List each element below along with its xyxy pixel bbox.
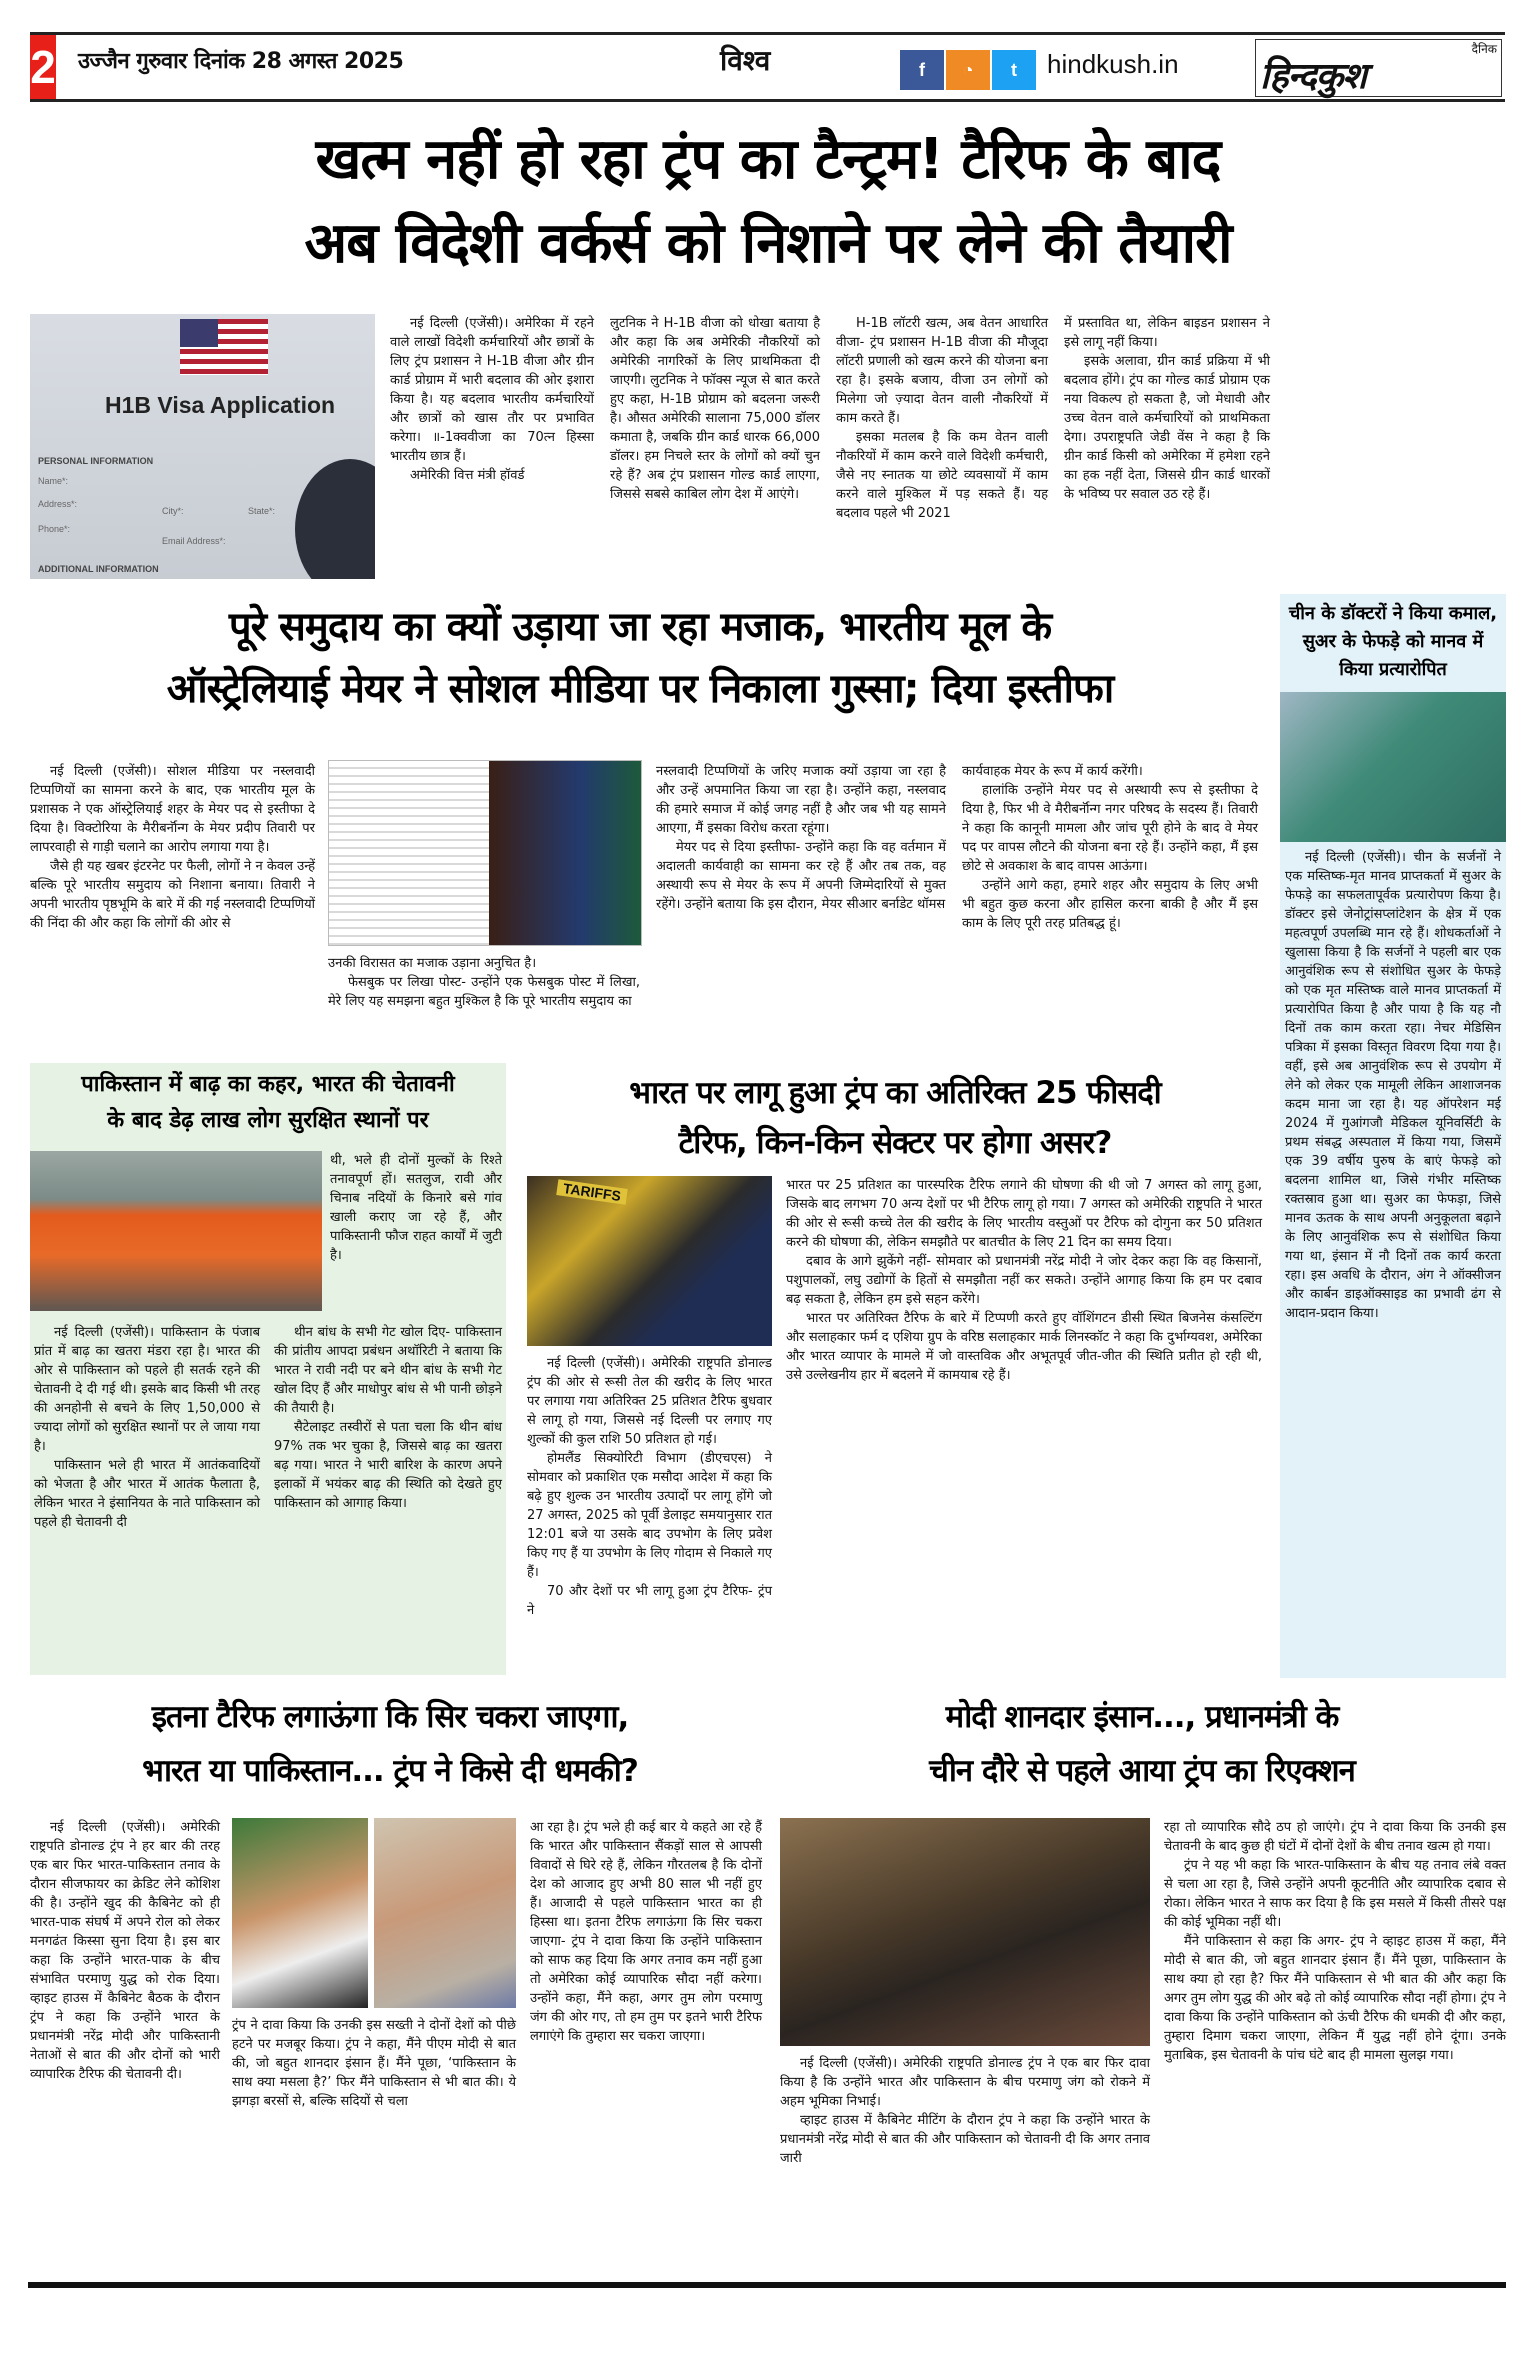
trump-tariff-image <box>527 1176 772 1346</box>
paragraph: नई दिल्ली (एजेंसी)। पाकिस्तान के पंजाब प्रांत में बाढ़ का खतरा मंडरा रहा है। भारत की ओर से पाकिस्तान को पहले ही सतर्क रहने की चेतावनी दे दी गई थी। इसके बाद किसी भी तरह की अनहोनी से बचने के लिए 1,50,000 से ज्यादा लोगों को सुरक्षित स्थानों पर ले जाया गया है। <box>34 1325 260 1454</box>
image-form-section: ADDITIONAL INFORMATION <box>38 564 159 574</box>
lead-col-1 <box>390 314 594 485</box>
paragraph: नई दिल्ली (एजेंसी)। सोशल मीडिया पर नस्लवादी टिप्पणियों का सामना करने के बाद, एक भारतीय मूल के प्रशासक ने एक ऑस्ट्रेलियाई शहर के मेयर पद से इस्तीफा दे दिया है। विक्टोरिया के मैरीबर्नॉन्ग के मेयर प्रदीप तिवारी पर लापरवाही से गाड़ी चलाने का आरोप लगाया गया है। <box>30 764 315 855</box>
paragraph: फेसबुक पर लिखा पोस्ट- उन्होंने एक फेसबुक पोस्ट में लिखा, मेरे लिए यह समझना बहुत मुश्किल है कि पूरे भारतीय समुदाय का <box>328 975 640 1009</box>
paragraph: थीन बांध के सभी गेट खोल दिए- पाकिस्तान की प्रांतीय आपदा प्रबंधन अथॉरिटी ने बताया कि भारत ने रावी नदी पर बने थीन बांध के सभी गेट खोल दिए हैं और माधोपुर बांध से भी पानी छोड़ने की तैयारी है। <box>274 1325 502 1416</box>
flood-beside-image <box>330 1151 502 1265</box>
twitter-icon[interactable]: t <box>992 50 1036 90</box>
image-form-section: PERSONAL INFORMATION <box>38 456 154 466</box>
flood-headline <box>30 1063 506 1139</box>
paragraph: इसके अलावा, ग्रीन कार्ड प्रक्रिया में भी बदलाव होंगे। ट्रंप का गोल्ड कार्ड प्रोग्राम एक नया विकल्प हो सकता है, जो मेधावी और उच्च वेतन वाले कर्मचारियों को प्राथमिकता देगा। उपराष्ट्रपति जेडी वेंस ने कहा है कि ग्रीन कार्ड किसी को अमेरिका में हमेशा रहने का हक नहीं देता, जिससे ग्रीन कार्ड धारकों के भविष्य पर सवाल उठ रहे हैं। <box>1064 354 1270 502</box>
mayor-headline-line2: ऑस्ट्रेलियाई मेयर ने सोशल मीडिया पर निकाला गुस्सा; दिया इस्तीफा <box>166 666 1114 712</box>
tariff-headline-line2: टैरिफ, किन-किन सेक्टर पर होगा असर? <box>678 1125 1112 1161</box>
lead-headline-line1: खत्म नहीं हो रहा ट्रंप का टैन्ट्रम! टैरिफ के बाद <box>315 127 1221 192</box>
tariff-headline-line1: भारत पर लागू हुआ ट्रंप का अतिरिक्त 25 फीसदी <box>629 1075 1161 1111</box>
lead-col-2 <box>610 314 820 504</box>
mayor-col-1 <box>30 762 315 933</box>
section-title: विश्व <box>720 44 771 77</box>
tariff-right <box>786 1176 1262 1385</box>
threat-col-3 <box>530 1818 762 2046</box>
image-form-field: City*: <box>162 506 184 516</box>
tariff-headline <box>520 1068 1270 1168</box>
flood-headline-line1: पाकिस्तान में बाढ़ का कहर, भारत की चेतावनी <box>81 1072 455 1097</box>
paragraph: उन्होंने आगे कहा, हमारे शहर और समुदाय के लिए अभी भी बहुत कुछ करना और हासिल करना बाकी है और मैं इस काम के लिए पूरी तरह प्रतिबद्ध हूं। <box>962 878 1258 931</box>
paragraph: थी, भले ही दोनों मुल्कों के रिश्ते तनावपूर्ण हों। सतलुज, रावी और चिनाब नदियों के किनारे बसे गांव खाली कराए जा रहे हैं, और पाकिस्तानी फौज राहत कार्यों में जुटी है। <box>330 1153 502 1263</box>
paragraph: अमेरिकी वित्त मंत्री हॉवर्ड <box>410 468 525 483</box>
image-form-field: State*: <box>248 506 276 516</box>
flood-col-1 <box>34 1323 260 1532</box>
mayor-col-3 <box>656 762 946 914</box>
paragraph: भारत पर 25 प्रतिशत का पारस्परिक टैरिफ लगाने की घोषणा की थी जो 7 अगस्त को लागू हुआ, जिसके बाद लगभग 70 अन्य देशों पर भी टैरिफ लागू हो गया। 7 अगस्त को अमेरिकी राष्ट्रपति ने भारत की ओर से रूसी कच्चे तेल की खरीद के लिए भारतीय वस्तुओं पर टैरिफ को दोगुना कर 50 प्रतिशत करने की घोषणा की, लेकिन समझौते पर बातचीत के लिए 21 दिन का समय दिया। <box>786 1178 1262 1250</box>
social-icons <box>900 50 1036 90</box>
paragraph: सैटेलाइट तस्वीरों से पता चला कि थीन बांध 97% तक भर चुका है, जिससे बाढ़ का खतरा बढ़ गया। भारत ने भारी बारिश के कारण अपने इलाकों में भयंकर बाढ़ की स्थिति को देखते हुए पाकिस्तान को आगाह किया। <box>274 1420 502 1511</box>
paragraph: दबाव के आगे झुकेंगे नहीं- सोमवार को प्रधानमंत्री नरेंद्र मोदी ने जोर देकर कहा कि वह किसानों, पशुपालकों, लघु उद्योगों के हितों से समझौता नहीं कर सकते। उन्होंने आगाह किया कि हम पर दबाव बढ़ सकता है, लेकिन हम इसे सहन करेंगे। <box>786 1254 1262 1307</box>
modi-photo <box>232 1818 368 2008</box>
cabinet-meeting-image <box>780 1818 1150 2046</box>
mayor-image <box>328 760 642 946</box>
modi-headline-line1: मोदी शानदार इंसान..., प्रधानमंत्री के <box>945 1699 1339 1735</box>
masthead <box>30 32 1505 102</box>
rss-icon[interactable]: ◔ <box>946 50 990 90</box>
paragraph: मेयर पद से दिया इस्तीफा- उन्होंने कहा कि वह वर्तमान में अदालती कार्यवाही का सामना कर रहे हैं और तब तक, वह अस्थायी रूप से मेयर के रूप में अपनी जिम्मेदारियों से मुक्त रहेंगे। उन्होंने बताया कि इस दौरान, मेयर सीआर बर्नाडेट थॉमस <box>656 840 946 912</box>
paragraph: नई दिल्ली (एजेंसी)। अमेरिकी राष्ट्रपति डोनाल्ड ट्रंप ने एक बार फिर दावा किया है कि उन्होंने भारत और पाकिस्तान के बीच परमाणु जंग को रोकने में अहम भूमिका निभाई। <box>780 2056 1150 2109</box>
china-body <box>1280 842 1506 1323</box>
threat-headline-line2: भारत या पाकिस्तान... ट्रंप ने किसे दी धमकी? <box>142 1753 638 1789</box>
mayor-headline <box>20 596 1260 720</box>
tariff-left <box>527 1354 772 1620</box>
threat-col-2 <box>232 2016 516 2111</box>
image-form-field: Name*: <box>38 476 69 486</box>
paragraph: 70 और देशों पर भी लागू हुआ ट्रंप टैरिफ- ट्रंप ने <box>527 1584 772 1618</box>
china-sidebar <box>1280 594 1506 1678</box>
lead-col-3 <box>836 314 1048 523</box>
paragraph: उनकी विरासत का मजाक उड़ाना अनुचित है। <box>328 956 537 971</box>
tariffs-tape-label: TARIFFS <box>556 1179 628 1205</box>
flood-rescue-image <box>30 1151 322 1311</box>
page-number: 2 <box>30 35 56 99</box>
mayor-photo <box>489 761 641 945</box>
flood-col-2 <box>274 1323 502 1513</box>
paragraph: भारत पर अतिरिक्त टैरिफ के बारे में टिप्पणी करते हुए वॉशिंगटन डीसी स्थित बिजनेस कंसल्टिंग और सलाहकार फर्म द एशिया ग्रुप के वरिष्ठ सलाहकार मार्क लिनस्कॉट ने कहा कि दुर्भाग्यवश, अमेरिका और भारत व्यापार के मामले में जो वास्तविक और अभूतपूर्व जीत-जीत की स्थिति प्रतीत हो रही थी, उसे उल्लेखनीय हार में बदलने में कामयाब रहे हैं। <box>786 1311 1262 1383</box>
lead-col-4 <box>1064 314 1270 504</box>
image-form-title: H1B Visa Application <box>105 392 336 418</box>
modi-headline <box>772 1690 1512 1798</box>
image-form-field: Phone*: <box>38 524 71 534</box>
modi-headline-line2: चीन दौरे से पहले आया ट्रंप का रिएक्शन <box>929 1753 1355 1789</box>
facebook-post-screenshot <box>329 761 489 945</box>
lead-headline <box>20 118 1516 286</box>
paragraph: हालांकि उन्होंने मेयर पद से अस्थायी रूप से इस्तीफा दे दिया है, फिर भी वे मैरीबर्नॉन्ग नगर परिषद के सदस्य हैं। तिवारी ने कहा कि कानूनी मामला और जांच पूरी होने के बाद वे मेयर पद पर वापस लौटने की योजना बना रहे हैं। उन्होंने कहा, मैं इस छोटे से अवकाश के बाद वापस आऊंगा। <box>962 783 1258 874</box>
modi-left <box>780 2054 1150 2168</box>
paragraph: ट्रंप ने दावा किया कि उनकी इस सख्ती ने दोनों देशों को पीछे हटने पर मजबूर किया। ट्रंप ने कहा, मैंने पीएम मोदी से बात की, जो बहुत शानदार इंसान हैं। मैंने पूछा, ‘पाकिस्तान के साथ क्या मसला है?’ फिर मैंने पाकिस्तान से भी बात की। ये झगड़ा बरसों से, बल्कि सदियों से चला <box>232 2018 516 2109</box>
paragraph: जैसे ही यह खबर इंटरनेट पर फैली, लोगों ने न केवल उन्हें बल्कि पूरे भारतीय समुदाय को निशाना बनाया। तिवारी ने अपनी भारतीय पृष्ठभूमि के बारे में की गई नस्लवादी टिप्पणियों की निंदा की और कहा कि लोगों की ओर से <box>30 859 315 931</box>
h1b-visa-image <box>30 314 375 579</box>
paragraph: लुटनिक ने H-1B वीजा को धोखा बताया है और कहा कि अब अमेरिकी नौकरियों को अमेरिकी नागरिकों के लिए प्राथमिकता दी जाएगी। लुटनिक ने फॉक्स न्यूज से बात करते हुए कहा, H-1B प्रोग्राम को बदलना जरूरी है। औसत अमेरिकी सालाना 75,000 डॉलर कमाता है, जबकि ग्रीन कार्ड धारक 66,000 डॉलर। हम निचले स्तर के लोगों को क्यों चुन रहे हैं? अब ट्रंप प्रशासन गोल्ड कार्ड लाएगा, जिससे सबसे काबिल लोग देश में आएंगे। <box>610 316 820 502</box>
lead-headline-line2: अब विदेशी वर्कर्स को निशाने पर लेने की तैयारी <box>304 211 1232 276</box>
threat-headline-line1: इतना टैरिफ लगाऊंगा कि सिर चकरा जाएगा, <box>151 1699 629 1735</box>
dateline: उज्जैन गुरुवार दिनांक 28 अगस्त 2025 <box>78 49 404 74</box>
paragraph: नई दिल्ली (एजेंसी)। अमेरिकी राष्ट्रपति डोनाल्ड ट्रंप ने हर बार की तरह एक बार फिर भारत-पाकिस्तान तनाव के दौरान सीजफायर का क्रेडिट लेने कोशिश की है। उन्होंने खुद की कैबिनेट को ही भारत-पाक संघर्ष में अपने रोल को लेकर मनगढंत किस्सा सुना दिया है। इस बार कहा कि उन्होंने भारत-पाक के बीच संभावित परमाणु युद्ध को रोक दिया। व्हाइट हाउस में कैबिनेट बैठक के दौरान ट्रंप ने कहा कि उन्होंने भारत के प्रधानमंत्री नरेंद्र मोदी और पाकिस्तानी नेताओं से बात की और दोनों को भारी व्यापारिक टैरिफ की चेतावनी दी। <box>30 1820 220 2082</box>
newspaper-logo <box>1255 39 1502 97</box>
image-form-field: Address*: <box>38 499 78 509</box>
image-form-field: Email Address*: <box>162 536 226 546</box>
paragraph: आ रहा है। ट्रंप भले ही कई बार ये कहते आ रहे हैं कि भारत और पाकिस्तान सैंकड़ों साल से आपसी विवादों से घिरे रहे हैं, लेकिन गौरतलब है कि दोनों देश को आजाद हुए अभी 80 साल भी नहीं हुए हैं। आजादी से पहले पाकिस्तान भारत का ही हिस्सा था। इतना टैरिफ लगाऊंगा कि सिर चकरा जाएगा- ट्रंप ने दावा किया कि उन्होंने पाकिस्तान को साफ कह दिया कि अगर तनाव कम नहीं हुआ तो अमेरिका कोई व्यापारिक सौदा नहीं करेगा। उन्होंने कहा, मैंने कहा, अगर तुम लोग परमाणु जंग की ओर गए, तो हम तुम पर इतने भारी टैरिफ लगाएंगे कि तुम्हारा सर चकरा जाएगा। <box>530 1820 762 2044</box>
paragraph: होमलैंड सिक्योरिटी विभाग (डीएचएस) ने सोमवार को प्रकाशित एक मसौदा आदेश में कहा कि बढ़े हुए शुल्क उन भारतीय उत्पादों पर लागू होंगे जो 27 अगस्त, 2025 को पूर्वी डेलाइट समयानुसार रात 12:01 बजे या उसके बाद उपभोग के लिए प्रवेश किए गए हैं या उपभोग के लिए गोदाम से निकाले गए हैं। <box>527 1451 772 1580</box>
paragraph: नई दिल्ली (एजेंसी)। अमेरिका में रहने वाले लाखों विदेशी कर्मचारियों और छात्रों के लिए ट्रंप प्रशासन ने H-1B वीजा और ग्रीन कार्ड प्रोग्राम में भारी बदलाव की ओर इशारा किया है। यह बदलाव भारतीय कर्मचारियों और छात्रों को खास तौर पर प्रभावित करेगा। ॥-1क्ववीजा का 70त्न हिस्सा भारतीय छात्र हैं। <box>390 316 594 464</box>
mayor-col-4 <box>962 762 1258 933</box>
paragraph: मैंने पाकिस्तान से कहा कि अगर- ट्रंप ने व्हाइट हाउस में कहा, मैंने मोदी से बात की, जो बहुत शानदार इंसान हैं। मैंने पूछा, पाकिस्तान के साथ क्या हो रहा है? फिर मैंने पाकिस्तान से भी बात की और कहा कि अगर तुम लोग युद्ध की ओर बढ़े तो कोई व्यापारिक सौदा नहीं होगा। ट्रंप ने दावा किया कि उन्होंने पाकिस्तान को ऊंची टैरिफ की धमकी दी और कहा, तुम्हारा दिमाग चकरा जाएगा, लेकिन मैं युद्ध नहीं होने दूंगा। उनके मुताबिक, इस चेतावनी के पांच घंटे बाद ही मामला सुलझ गया। <box>1164 1934 1506 2063</box>
paragraph: नई दिल्ली (एजेंसी)। चीन के सर्जनों ने एक मस्तिष्क-मृत मानव प्राप्तकर्ता में सुअर के फेफड़े का सफलतापूर्वक प्रत्यारोपण किया है। डॉक्टर इसे जेनोट्रांसप्लांटेशन के क्षेत्र में एक महत्वपूर्ण उपलब्धि मान रहे हैं। शोधकर्ताओं ने खुलासा किया है कि सर्जनों ने पहली बार एक आनुवंशिक रूप से संशोधित सुअर के फेफड़े को एक मृत मस्तिष्क वाले मानव प्राप्तकर्ता में प्रत्यारोपित किया है और पाया है कि यह नौ दिनों तक काम करता रहा। नेचर मेडिसिन पत्रिका में इसका विस्तृत विवरण दिया गया है। वहीं, इसे अब आनुवंशिक रूप से उपयोग में लेने को लेकर एक मामूली लेकिन आशाजनक कदम माना जा रहा है। यह ऑपरेशन मई 2024 में गुआंगजौ मेडिकल यूनिवर्सिटी के प्रथम संबद्ध अस्पताल में किया गया, जिसमें एक 39 वर्षीय पुरुष के बाएं फेफड़े को बदलना शामिल था, जिसे गंभीर मस्तिष्क रक्तस्राव हुआ था। सुअर का फेफड़ा, जिसे मानव ऊतक के साथ अपनी अनुकूलता बढ़ाने के लिए आनुवंशिक रूप से संशोधित किया गया था, इंसान में नौ दिनों तक कार्य करता रहा। इस अवधि के दौरान, अंग ने ऑक्सीजन और कार्बन डाइऑक्साइड का प्रभावी ढंग से आदान-प्रदान किया। <box>1285 850 1501 1321</box>
china-headline: चीन के डॉक्टरों ने किया कमाल, सुअर के फेफड़े को मानव में किया प्रत्यारोपित <box>1288 603 1498 680</box>
paragraph: इसका मतलब है कि कम वेतन वाली नौकरियों में काम करने वाले विदेशी कर्मचारी, जैसे नए स्नातक या छोटे व्यवसायों में काम करने वाले मुश्किल में पड़ सकते हैं। यह बदलाव पहले भी 2021 <box>836 430 1048 521</box>
paragraph: नई दिल्ली (एजेंसी)। अमेरिकी राष्ट्रपति डोनाल्ड ट्रंप की ओर से रूसी तेल की खरीद के लिए भारत पर लगाया गया अतिरिक्त 25 प्रतिशत टैरिफ बुधवार से लागू हो गया, जिससे नई दिल्ली पर लगाए गए शुल्कों की कुल राशि 50 प्रतिशत हो गई। <box>527 1356 772 1447</box>
paragraph: में प्रस्तावित था, लेकिन बाइडन प्रशासन ने इसे लागू नहीं किया। <box>1064 316 1270 350</box>
modi-right <box>1164 1818 1506 2065</box>
paragraph: पाकिस्तान भले ही भारत में आतंकवादियों को भेजता है और भारत में आतंक फैलाता है, लेकिन भारत ने इंसानियत के नाते पाकिस्तान को पहले ही चेतावनी दी <box>34 1458 260 1530</box>
flood-headline-line2: के बाद डेढ़ लाख लोग सुरक्षित स्थानों पर <box>107 1108 429 1133</box>
paragraph: रहा तो व्यापारिक सौदे ठप हो जाएंगे। ट्रंप ने दावा किया कि उनकी इस चेतावनी के बाद कुछ ही घंटों में दोनों देशों के बीच तनाव खत्म हो गया। <box>1164 1820 1506 1854</box>
paragraph: कार्यवाहक मेयर के रूप में कार्य करेंगी। <box>962 764 1143 779</box>
paragraph: ट्रंप ने यह भी कहा कि भारत-पाकिस्तान के बीच यह तनाव लंबे वक्त से चला आ रहा है, जिसे उन्होंने अपनी कूटनीति और व्यापारिक दबाव से रोका। लेकिन भारत ने साफ कर दिया है कि इस मसले में किसी तीसरे पक्ष की कोई भूमिका नहीं थी। <box>1164 1858 1506 1930</box>
mayor-col-2 <box>328 954 640 1011</box>
paragraph: व्हाइट हाउस में कैबिनेट मीटिंग के दौरान ट्रंप ने कहा कि उन्होंने भारत के प्रधानमंत्री नरेंद्र मोदी से बात की और पाकिस्तान को चेतावनी दी कि अगर तनाव जारी <box>780 2113 1150 2166</box>
paragraph: H-1B लॉटरी खत्म, अब वेतन आधारित वीजा- ट्रंप प्रशासन H-1B वीजा की मौजूदा लॉटरी प्रणाली को खत्म करने की योजना बना रहा है। इसके बजाय, वीजा उन लोगों को मिलेगा जो ज़्यादा वेतन वाली नौकरियों में काम करते हैं। <box>836 316 1048 426</box>
threat-col-1 <box>30 1818 220 2084</box>
mayor-headline-line1: पूरे समुदाय का क्यों उड़ाया जा रहा मजाक, भारतीय मूल के <box>228 604 1052 650</box>
us-flag <box>180 319 268 375</box>
hand-shape <box>295 459 375 579</box>
flood-box <box>30 1063 506 1675</box>
sharif-photo <box>374 1818 516 2008</box>
bottom-rule <box>28 2282 1506 2288</box>
surgery-image <box>1280 692 1506 842</box>
website-link[interactable]: hindkush.in <box>1047 49 1179 79</box>
logo-daily: दैनिक <box>1471 42 1497 56</box>
logo-name: हिन्दकुश <box>1260 55 1366 97</box>
threat-headline <box>20 1690 760 1798</box>
facebook-icon[interactable]: f <box>900 50 944 90</box>
paragraph: नस्लवादी टिप्पणियों के जरिए मजाक क्यों उड़ाया जा रहा है और उन्हें अपमानित किया जा रहा है। उन्होंने कहा, नस्लवाद की हमारे समाज में कोई जगह नहीं है और जब भी यह सामने आएगा, मैं इसका विरोध करता रहूंगा। <box>656 764 946 836</box>
